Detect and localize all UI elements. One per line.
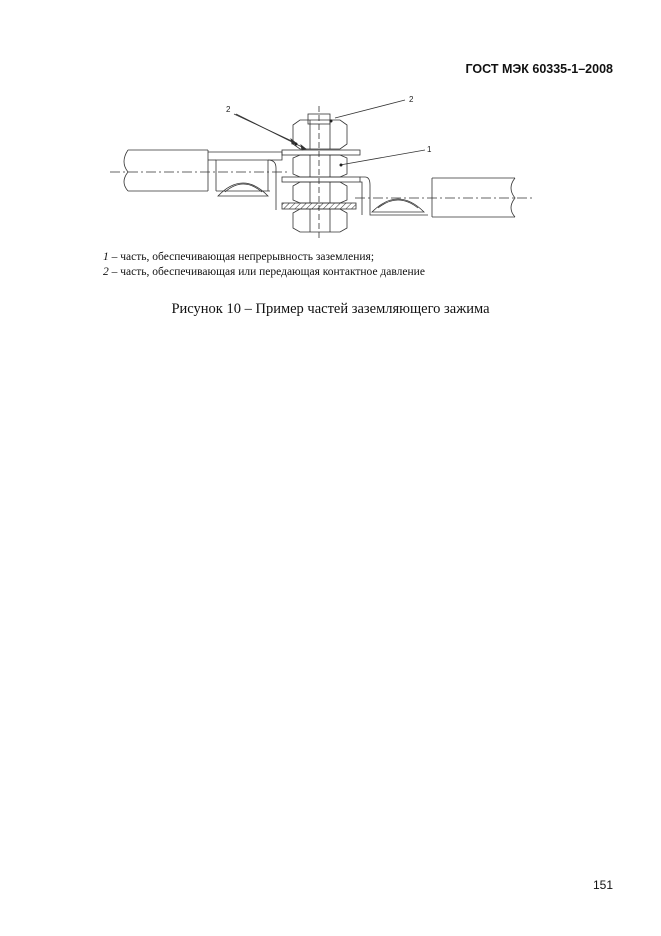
hatched-washer xyxy=(282,203,356,209)
figure-legend xyxy=(103,250,425,280)
grounding-clamp-drawing xyxy=(0,85,661,245)
page-number: 151 xyxy=(592,878,613,892)
document-header: ГОСТ МЭК 60335-1–2008 xyxy=(465,62,613,76)
figure-caption: Рисунок 10 – Пример частей заземляющего зажима xyxy=(171,301,490,317)
right-cable xyxy=(355,178,535,217)
legend-item-2: 2 – часть, обеспечивающая или передающая контактное давление xyxy=(103,266,425,278)
legend-item-1: 1 – часть, обеспечивающая непрерывность заземления; xyxy=(103,251,375,263)
callout-1: 1 xyxy=(427,145,432,154)
left-cable xyxy=(110,150,290,191)
callout-2-left: 2 xyxy=(226,105,231,114)
callout-2-right: 2 xyxy=(409,95,414,104)
